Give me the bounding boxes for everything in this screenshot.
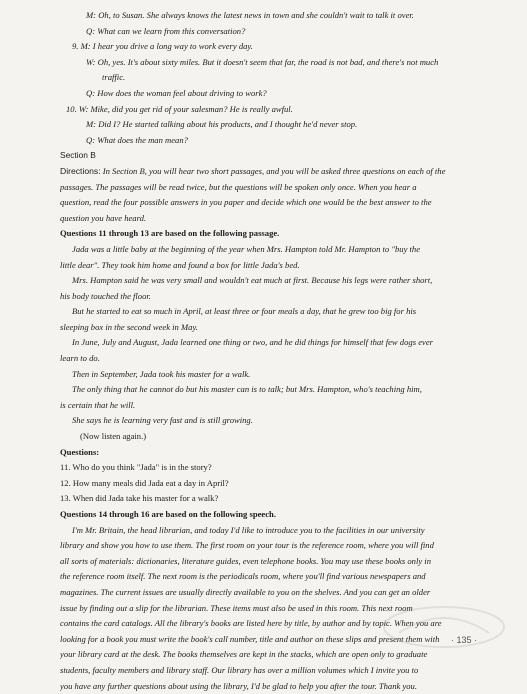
watermark-logo-icon (379, 603, 509, 651)
dialogue-line: Q: How does the woman feel about driving to work? (86, 87, 267, 98)
passage-line: your library card at the desk. The books themselves are kept in the stacks, which are open only to graduate (60, 649, 428, 660)
passage-line: library and show you how to use them. The first room on your tour is the reference room, where you will find (60, 540, 434, 551)
directions-line: question you have heard. (60, 212, 147, 223)
passage-line: Then in September, Jada took his master for a walk. (72, 368, 251, 379)
passage-line: contains the card catalogs. All the library's books are listed here by title, by author and by topic. When you are (60, 618, 442, 629)
directions-line: question, read the four possible answers in you paper and decide which one would be the best answer to the (60, 197, 432, 208)
passage-line: In June, July and August, Jada learned one thing or two, and he did things for himself that few dogs ever (72, 337, 433, 348)
passage-line: Mrs. Hampton said he was very small and wouldn't eat much at first. Because his legs were rather short, (72, 275, 433, 286)
passage-line: learn to do. (60, 353, 100, 364)
passage-line: you have any further questions about using the library, I'd be glad to help you after the tour. Thank you. (60, 680, 418, 691)
passage-line: Jada was a little baby at the beginning of the year when Mrs. Hampton told Mr. Hampton to "buy the (72, 243, 421, 254)
passage-line: The only thing that he cannot do but his master can is to talk; but Mrs. Hampton, who's teaching him, (72, 384, 422, 395)
directions-line: passages. The passages will be read twice, but the questions will be spoken only once. When you hear a (60, 181, 417, 192)
directions-line: Directions: In Section B, you will hear two short passages, and you will be asked three questions on each of the (60, 165, 446, 176)
questions-label: Questions: (60, 446, 100, 457)
passage-line: his body touched the floor. (60, 290, 151, 301)
passage-line: looking for a book you must write the book's call number, title and author on these slips and present them with (60, 633, 440, 644)
page-number: · 135 · (450, 635, 477, 646)
passage-line: (Now listen again.) (80, 431, 147, 442)
passage-line: little dear". They took him home and found a box for little Jada's bed. (60, 259, 300, 270)
dialogue-line: W: Oh, yes. It's about sixty miles. But it doesn't seem that far, the road is not bad, and there's not much (86, 56, 439, 67)
dialogue-line: M: Oh, to Susan. She always knows the latest news in town and she couldn't wait to talk it over. (86, 10, 414, 20)
dialogue-line: 10. W: Mike, did you get rid of your salesman? He is really awful. (66, 103, 293, 114)
passage-line: all sorts of materials: dictionaries, literature guides, even telephone books. You may use these books only in (60, 555, 431, 566)
passage-heading: Questions 14 through 16 are based on the following speech. (60, 509, 276, 519)
passage-line: students, faculty members and library staff. Our library has over a million volumes which I invite you to (60, 664, 419, 675)
passage-line: She says he is learning very fast and is still growing. (72, 415, 253, 426)
dialogue-line: traffic. (102, 72, 126, 83)
passage-heading: Questions 11 through 13 are based on the following passage. (60, 228, 280, 239)
passage-line: is certain that he will. (60, 399, 136, 410)
dialogue-line: M: Did I? He started talking about his products, and I thought he'd never stop. (86, 119, 358, 130)
question-item: 12. How many meals did Jada eat a day in April? (60, 477, 229, 488)
passage-line: the reference room itself. The next room is the periodicals room, where you'll find various newspapers and (60, 571, 426, 582)
section-heading: Section B (60, 150, 96, 161)
dialogue-line: Q: What can we learn from this conversation? (86, 25, 246, 36)
passage-line: But he started to eat so much in April, at least three or four meals a day, that he grew too big for his (72, 306, 417, 317)
passage-line: I'm Mr. Britain, the head librarian, and today I'd like to introduce you to the facilities in our university (72, 524, 425, 535)
question-item: 11. Who do you think "Jada" is in the story? (60, 462, 212, 473)
passage-line: issue by finding out a slip for the librarian. These items must also be used in this room. This next room (60, 602, 413, 613)
passage-line: magazines. The current issues are usually directly available to you on the shelves. And you can get an older (60, 586, 431, 597)
question-item: 13. When did Jada take his master for a walk? (60, 493, 219, 504)
passage-line: sleeping box in the second week in May. (60, 321, 198, 332)
dialogue-line: 9. M: I hear you drive a long way to work every day. (72, 41, 253, 52)
dialogue-line: Q: What does the man mean? (86, 134, 188, 145)
